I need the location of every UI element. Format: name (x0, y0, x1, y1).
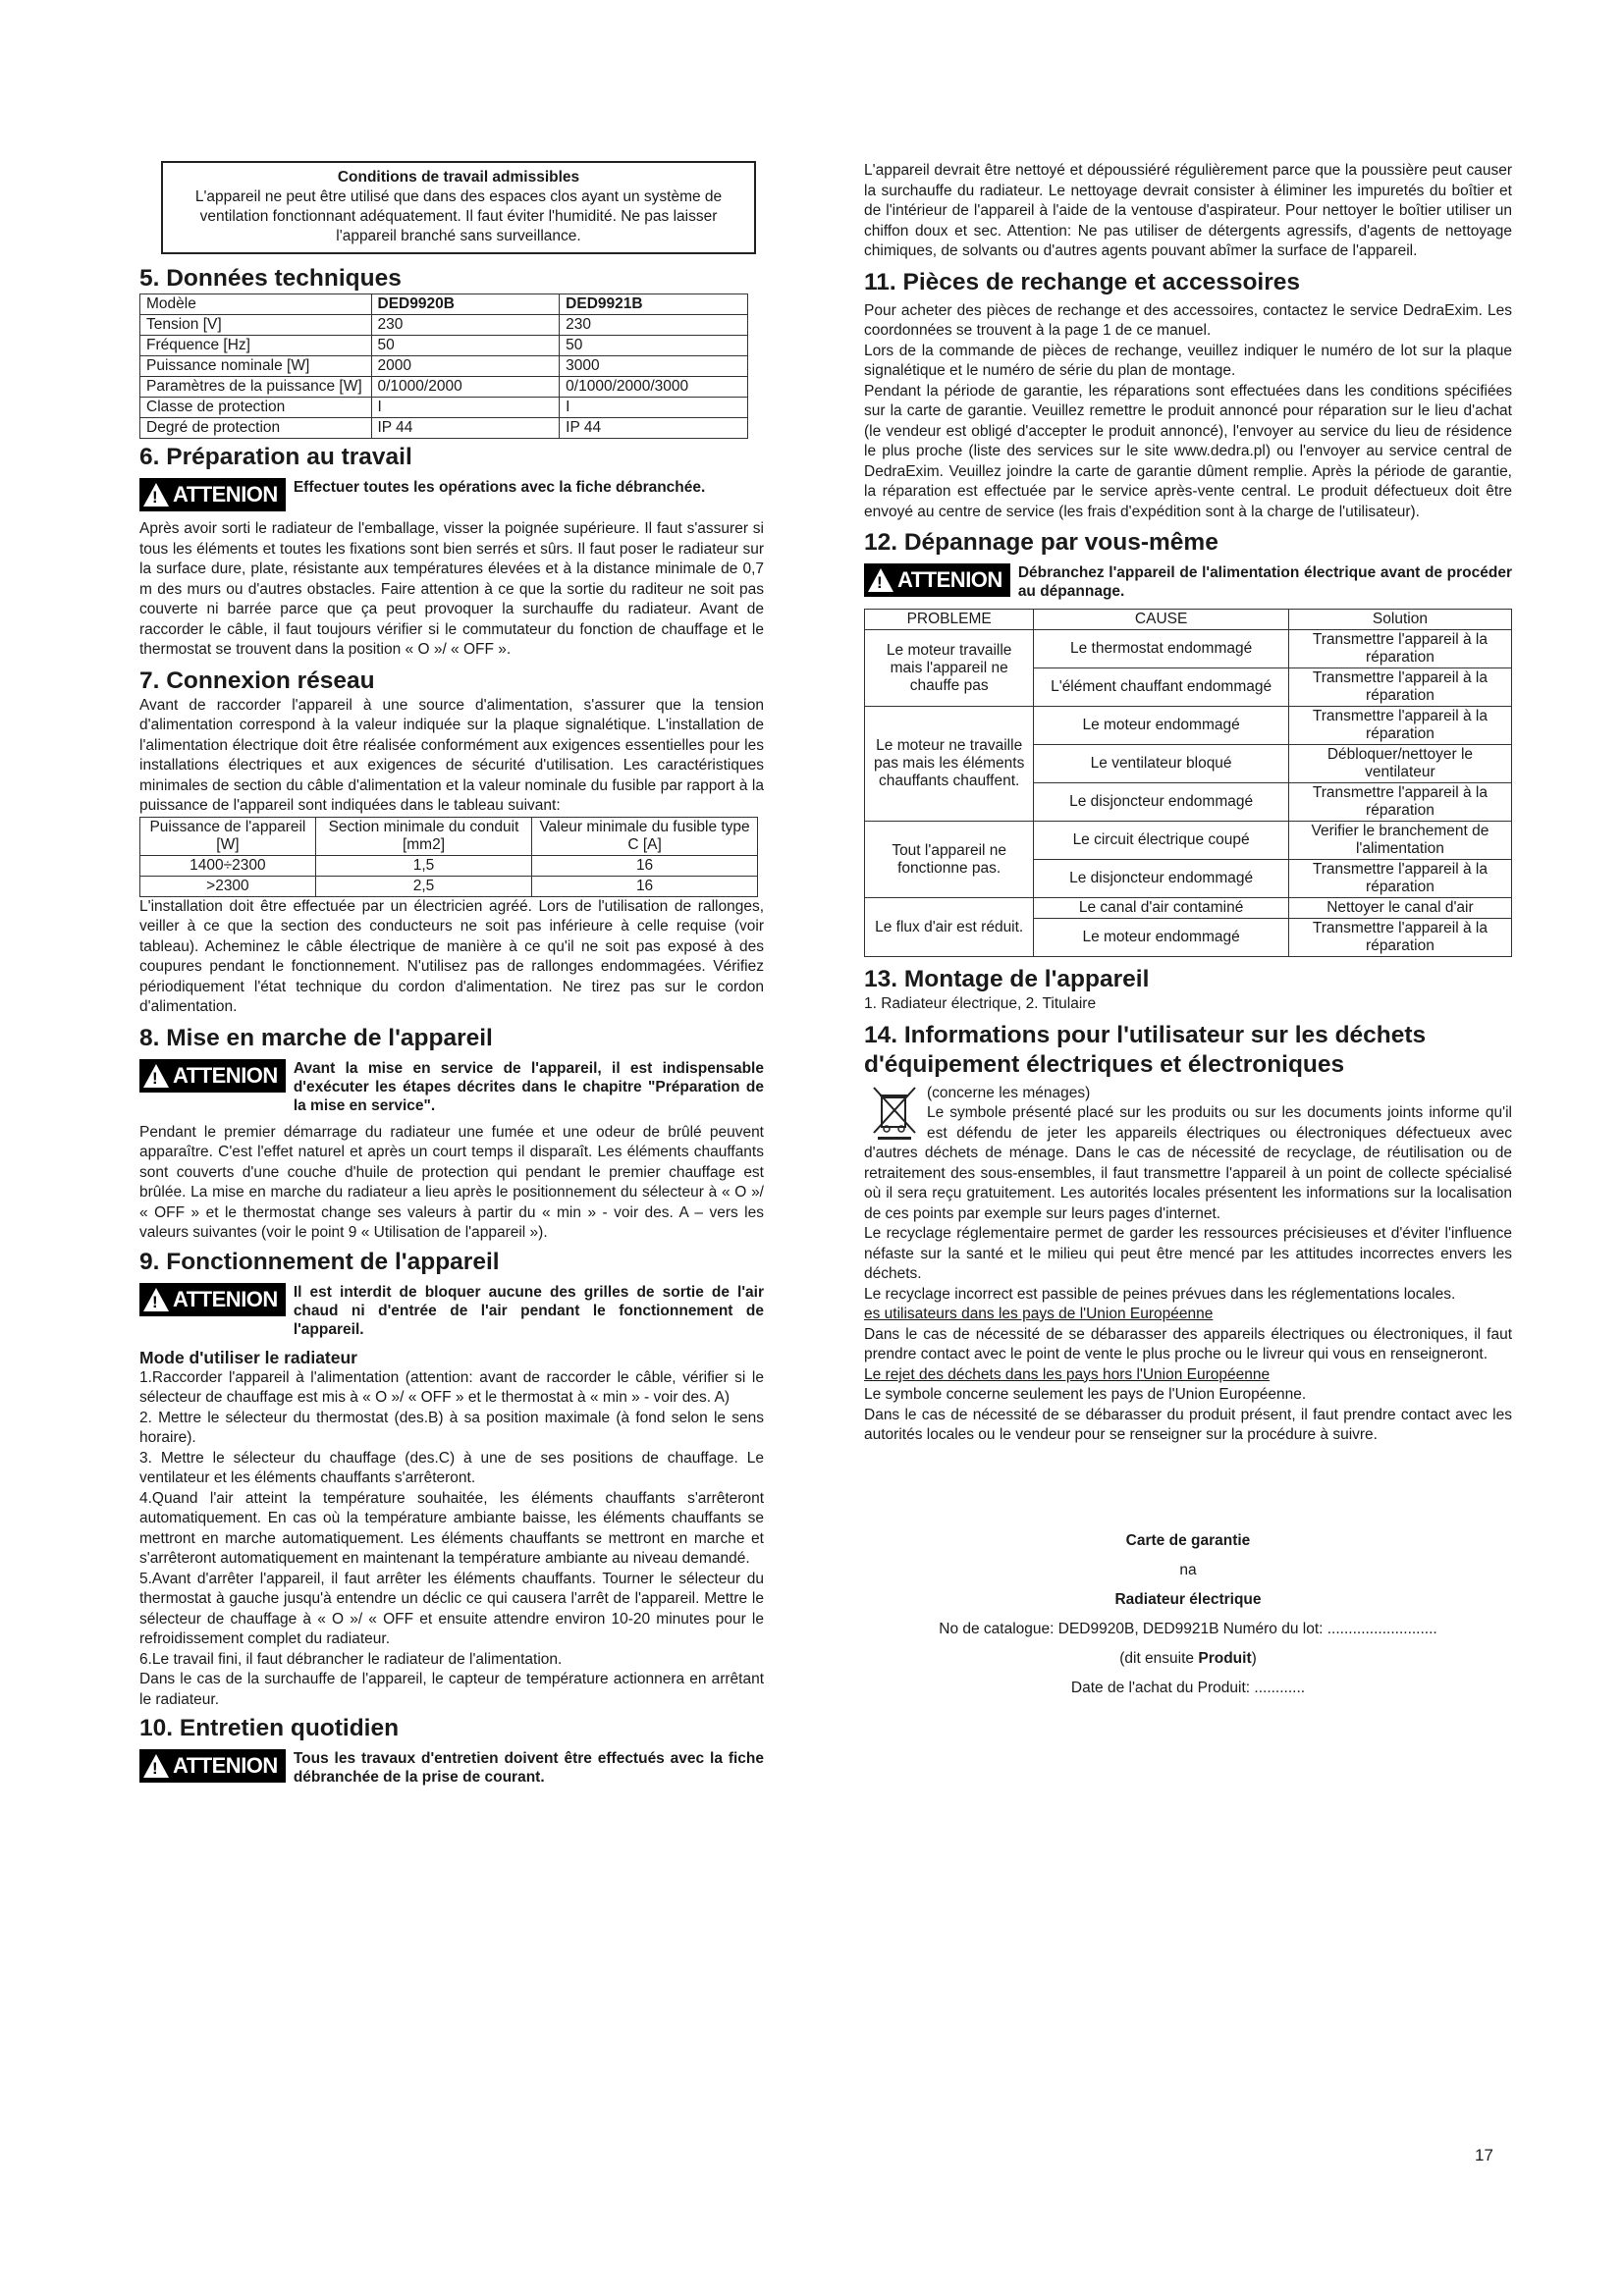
table-cell: Le moteur endommagé (1034, 919, 1289, 957)
weee-eu-heading: es utilisateurs dans les pays de l'Union Européenne (864, 1306, 1214, 1322)
attention-block-12 (864, 563, 1512, 601)
usage-step: 4.Quand l'air atteint la température souhaitée, les éléments chauffants s'arrêteront automatiquement. En cas où la température ambiante baisse, les éléments chauffants se mettront en marche automatiquement. Les éléments chauffants se mettront en marche et s'arrêteront automatiquement en maintenant la température ambiante au niveau demandé. (139, 1489, 764, 1567)
table-header-row (140, 817, 758, 855)
weee-p5: Dans le cas de nécessité de se débarasser des appareils électriques ou électroniques, il faut prendre contact avec le point de vente le plus proche ou le livreur qui vous en renseigneront. (864, 1325, 1512, 1362)
warranty-dit: (dit ensuite Produit) (1119, 1649, 1257, 1667)
table-cell: Degré de protection (140, 418, 372, 439)
warranty-card (864, 1526, 1512, 1703)
table-cell: Transmettre l'appareil à la réparation (1288, 919, 1511, 957)
problem-cell: Le moteur ne travaille pas mais les éléments chauffants chauffent. (865, 707, 1034, 822)
table-cell: Modèle (140, 294, 372, 315)
warning-icon: ! (143, 1754, 169, 1778)
attention-block-6 (139, 478, 764, 511)
weee-p7: Dans le cas de nécessité de se débarasser du produit présent, il faut prendre contact avec les autorités locales ou le vendeur pour se renseigner sur la procédure à suivre. (864, 1406, 1512, 1443)
page-number: 17 (1475, 2146, 1493, 2164)
table-cell: Tension [V] (140, 315, 372, 336)
table-row (865, 707, 1512, 745)
attention-badge: ! ATTENION (139, 1059, 286, 1093)
section-14-title: 14. Informations pour l'utilisateur sur les déchets d'équipement électriques et électroniques (864, 1021, 1427, 1078)
weee-p4: Le recyclage incorrect est passible de peines prévues dans les réglementations locales. (864, 1285, 1456, 1303)
table-cell: Classe de protection (140, 398, 372, 418)
table-cell: DED9921B (560, 294, 748, 315)
table-row (140, 356, 748, 377)
attention-text-10: Tous les travaux d'entretien doivent être effectués avec la fiche débranchée de la prise de courant. (293, 1750, 764, 1786)
table-cell: IP 44 (560, 418, 748, 439)
table-cell: >2300 (140, 876, 316, 896)
section-9-subtitle: Mode d'utiliser le radiateur (139, 1347, 357, 1367)
table-row (140, 336, 748, 356)
technical-data-table (139, 294, 748, 439)
table-header-row (865, 610, 1512, 630)
usage-step: Dans le cas de la surchauffe de l'appareil, le capteur de température actionnera en arrêtant le radiateur. (139, 1671, 764, 1708)
table-cell: Verifier le branchement de l'alimentation (1288, 822, 1511, 860)
table-cell: 16 (532, 876, 758, 896)
section-11-body2: Lors de la commande de pièces de rechange, veuillez indiquer le numéro de lot sur la plaque signalétique et le numéro de série du plan de montage. (864, 342, 1512, 379)
attention-text-9: Il est interdit de bloquer aucune des grilles de sortie de l'air chaud ni d'entrée de l'air pendant le fonctionnement de l'appareil. (293, 1283, 764, 1338)
table-cell: L'élément chauffant endommagé (1034, 668, 1289, 707)
warranty-date: Date de l'achat du Produit: ............ (1070, 1679, 1306, 1696)
section-10-title: 10. Entretien quotidien (139, 1715, 400, 1741)
table-row (865, 822, 1512, 860)
table-cell: 50 (560, 336, 748, 356)
table-cell: Transmettre l'appareil à la réparation (1288, 707, 1511, 745)
usage-step: 3. Mettre le sélecteur du chauffage (des.C) à une de ses positions de chauffage. Le ventilateur et les éléments chauffants s'arrêteront. (139, 1449, 764, 1486)
section-7-body1: Avant de raccorder l'appareil à une source d'alimentation, s'assurer que la tension d'alimentation correspond à la valeur indiquée sur la plaque signalétique. L'installation de l'alimentation électrique doit être réalisée conformément aux exigences essentielles pour les installations électriques et aux exigences de sécurité d'utilisation. Les caractéristiques minimales de section du câble d'alimentation et la valeur nominale du fusible par rapport à la puissance de l'appareil sont indiquées dans le tableau suivant: (139, 696, 764, 814)
crossed-bin-icon (872, 1086, 917, 1141)
weee-p6: Le symbole concerne seulement les pays de l'Union Européenne. (864, 1386, 1307, 1403)
attention-badge: ! ATTENION (139, 1283, 286, 1316)
warranty-product: Radiateur électrique (1114, 1590, 1262, 1608)
table-cell: Le canal d'air contaminé (1034, 898, 1289, 919)
weee-p1: (concerne les ménages) (927, 1084, 1091, 1101)
table-cell: I (560, 398, 748, 418)
section-8-title: 8. Mise en marche de l'appareil (139, 1024, 493, 1051)
table-cell: 2,5 (315, 876, 531, 896)
table-cell: Transmettre l'appareil à la réparation (1288, 668, 1511, 707)
weee-p2: Le symbole présenté placé sur les produits ou sur les documents joints informe qu'il est défendu de jeter les appareils électriques ou électroniques défectueux avec d'autres déchets de ménage. Dans le cas de nécessité de recyclage, de réutilisation ou de retraitement des sous-ensembles, il faut transmettre l'appareil à un point de collecte spécialisé où il sera reçu gratuitement. Les autorités locales présentent les informations sur la localisation de ces points par exemple sur leurs pages d'internet. (864, 1104, 1512, 1222)
table-row (140, 377, 748, 398)
table-cell: Le disjoncteur endommagé (1034, 860, 1289, 898)
table-header-cell: Valeur minimale du fusible type C [A] (532, 817, 758, 855)
section-13-title: 13. Montage de l'appareil (864, 966, 1150, 992)
attention-block-8 (139, 1059, 764, 1115)
weee-block (864, 1084, 1512, 1225)
troubleshooting-table (864, 609, 1512, 957)
section-13-body: 1. Radiateur électrique, 2. Titulaire (864, 995, 1097, 1012)
table-cell: 50 (371, 336, 560, 356)
table-row (140, 418, 748, 439)
left-column (139, 161, 764, 1794)
conditions-title: Conditions de travail admissibles (337, 169, 580, 186)
weee-p3: Le recyclage réglementaire permet de garder les ressources précisieuses et d'éviter l'influence néfaste sur la santé et le milieu qui peut être mencé par les attitudes incorrectes envers les déchets. (864, 1225, 1512, 1282)
table-cell: Débloquer/nettoyer le ventilateur (1288, 745, 1511, 783)
warranty-na: na (1179, 1561, 1197, 1578)
table-cell: 1,5 (315, 855, 531, 876)
table-row (865, 630, 1512, 668)
attention-text-8: Avant la mise en service de l'appareil, il est indispensable d'exécuter les étapes décrites dans le chapitre "Préparation de la mise en service". (293, 1059, 764, 1114)
table-cell: Fréquence [Hz] (140, 336, 372, 356)
warning-icon: ! (143, 1288, 169, 1311)
table-row (140, 855, 758, 876)
table-header-cell: Solution (1288, 610, 1511, 630)
section-8-body: Pendant le premier démarrage du radiateur une fumée et une odeur de brûlé peuvent apparaître. C'est l'effet naturel et après un court temps il disparaît. Les éléments chauffants sont couverts d'une couche d'huile de protection qui pendant le premier chauffage est brûlée. La mise en marche du radiateur a lieu après le positionnement du sélecteur à « O »/ « OFF » et le thermostat change ses valeurs à partir du « min » - voir des. A – vers les valeurs suivantes (voir le point 9 « Utilisation de l'appareil »). (139, 1123, 764, 1241)
warning-icon: ! (868, 568, 893, 592)
section-6-title: 6. Préparation au travail (139, 444, 412, 470)
warning-icon: ! (143, 1064, 169, 1088)
attention-text-6: Effectuer toutes les opérations avec la fiche débranchée. (293, 479, 706, 496)
table-row (140, 315, 748, 336)
warning-icon: ! (143, 483, 169, 507)
table-cell: Puissance nominale [W] (140, 356, 372, 377)
section-12-title: 12. Dépannage par vous-même (864, 529, 1218, 556)
table-cell: Paramètres de la puissance [W] (140, 377, 372, 398)
section-5-title: 5. Données techniques (139, 265, 402, 292)
table-cell: I (371, 398, 560, 418)
usage-step: 1.Raccorder l'appareil à l'alimentation (attention: avant de raccorder le câble, vérifier si le sélecteur de chauffage est mis à « O »/ « OFF » et le thermostat à « min » - voir des. A) (139, 1368, 764, 1406)
section-7-title: 7. Connexion réseau (139, 667, 375, 694)
table-cell: Transmettre l'appareil à la réparation (1288, 860, 1511, 898)
attention-badge: ! ATTENION (139, 1749, 286, 1783)
fuse-table (139, 817, 758, 897)
table-cell: Le moteur endommagé (1034, 707, 1289, 745)
conditions-body: L'appareil ne peut être utilisé que dans des espaces clos ayant un système de ventilation fonctionnant adéquatement. Il faut éviter l'humidité. Ne pas laisser l'appareil branché sans surveillance. (194, 188, 723, 244)
right-column (864, 161, 1512, 1703)
table-cell: Transmettre l'appareil à la réparation (1288, 783, 1511, 822)
section-10-body: L'appareil devrait être nettoyé et dépoussiéré régulièrement parce que la poussière peut causer la surchauffe du radiateur. Le nettoyage devrait consister à éliminer les impuretés du boîtier et de l'intérieur de l'appareil à l'aide de la ventouse d'aspirateur. Pour nettoyer le boîtier utiliser un chiffon doux et sec. Attention: Ne pas utiliser de détergents agressifs, d'agents de nettoyage chimiques, de solvants ou d'autres agents pouvant abîmer la surface de l'appareil. (864, 162, 1512, 259)
attention-block-9 (139, 1283, 764, 1339)
usage-step: 5.Avant d'arrêter l'appareil, il faut arrêter les éléments chauffants. Tourner le sélecteur du thermostat à gauche jusqu'à entendre un déclic ce qui causera l'arrêt de l'appareil. Mettre le sélecteur de chauffage à « O »/ « OFF et ensuite attendre environ 10-20 minutes pour le refroidissement complet du radiateur. (139, 1570, 764, 1647)
attention-text-12: Débranchez l'appareil de l'alimentation électrique avant de procéder au dépannage. (1017, 564, 1512, 600)
table-cell: 3000 (560, 356, 748, 377)
problem-cell: Le moteur travaille mais l'appareil ne chauffe pas (865, 630, 1034, 707)
usage-step: 2. Mettre le sélecteur du thermostat (des.B) à sa position maximale (à fond selon le sens horaire). (139, 1409, 764, 1446)
attention-badge: ! ATTENION (864, 563, 1010, 597)
table-cell: Le disjoncteur endommagé (1034, 783, 1289, 822)
table-cell: Le thermostat endommagé (1034, 630, 1289, 668)
table-row (865, 898, 1512, 919)
table-header-cell: Section minimale du conduit [mm2] (315, 817, 531, 855)
section-11-title: 11. Pièces de rechange et accessoires (864, 268, 1301, 295)
table-cell: 230 (560, 315, 748, 336)
weee-non-eu-heading: Le rejet des déchets dans les pays hors l'Union Européenne (864, 1365, 1271, 1383)
section-11-body3: Pendant la période de garantie, les réparations sont effectuées dans les conditions spécifiées sur la carte de garantie. Veuillez remettre le produit annoncé pour réparation sur le lieu d'achat (le vendeur est obligé d'accepter le produit annoncé), l'envoyer au service du lieu de résidence le plus proche (liste des services sur le site www.dedra.pl) ou l'envoyer au service central de DedraExim. Veuillez joindre la carte de garantie dûment remplie. Après la période de garantie, la réparation est effectuée par le service après-vente central. Le produit défectueux doit être envoyé au centre de service (les frais d'expédition sont à la charge de l'utilisateur). (864, 382, 1512, 520)
table-cell: 0/1000/2000 (371, 377, 560, 398)
section-9-title: 9. Fonctionnement de l'appareil (139, 1248, 500, 1275)
table-cell: 16 (532, 855, 758, 876)
table-cell: DED9920B (371, 294, 560, 315)
table-header-cell: CAUSE (1034, 610, 1289, 630)
section-6-body: Après avoir sorti le radiateur de l'emballage, visser la poignée supérieure. Il faut s'assurer si tous les éléments et toutes les fixations sont bien serrés et sûrs. Il faut poser le radiateur sur la surface dure, plate, résistante aux températures élevées et à la distance minimale de 0,7 m des murs ou d'autres obstacles. Faire attention à ce que la sortie du raditeur ne soit pas couverte ni barrée parce que ça peut provoquer la surchauffe du radiateur. Avant de raccorder le câble, il faut toujours vérifier si le commutateur du fonction de chauffage et le thermostat se trouvent dans la position « O »/ « OFF ». (139, 520, 764, 658)
table-cell: 1400÷2300 (140, 855, 316, 876)
problem-cell: Tout l'appareil ne fonctionne pas. (865, 822, 1034, 898)
problem-cell: Le flux d'air est réduit. (865, 898, 1034, 957)
table-row (140, 398, 748, 418)
warranty-title: Carte de garantie (1125, 1531, 1251, 1549)
conditions-box (161, 161, 756, 254)
table-cell: 2000 (371, 356, 560, 377)
table-cell: Le circuit électrique coupé (1034, 822, 1289, 860)
attention-block-10 (139, 1749, 764, 1787)
table-row (140, 294, 748, 315)
table-cell: IP 44 (371, 418, 560, 439)
table-cell: 230 (371, 315, 560, 336)
warranty-catalogue: No de catalogue: DED9920B, DED9921B Numéro du lot: .......................... (939, 1620, 1437, 1637)
section-11-body1: Pour acheter des pièces de rechange et des accessoires, contactez le service DedraExim. Les coordonnées se trouvent à la page 1 de ce manuel. (864, 301, 1512, 339)
table-cell: 0/1000/2000/3000 (560, 377, 748, 398)
usage-steps (139, 1368, 764, 1711)
table-header-cell: Puissance de l'appareil [W] (140, 817, 316, 855)
attention-badge: ! ATTENION (139, 478, 286, 511)
table-cell: Transmettre l'appareil à la réparation (1288, 630, 1511, 668)
table-header-cell: PROBLEME (865, 610, 1034, 630)
table-cell: Le ventilateur bloqué (1034, 745, 1289, 783)
table-cell: Nettoyer le canal d'air (1288, 898, 1511, 919)
table-row (140, 876, 758, 896)
usage-step: 6.Le travail fini, il faut débrancher le radiateur de l'alimentation. (139, 1650, 563, 1668)
section-7-body2: L'installation doit être effectuée par un électricien agréé. Lors de l'utilisation de rallonges, veiller à ce que la section des conducteurs ne soit pas inférieure à celle requise (voir tableau). Acheminez le câble électrique de manière à ce qu'il ne soit pas exposé à des coupures pendant le fonctionnement. N'utilisez pas de rallonges endommagées. Vérifiez périodiquement l'état technique du cordon d'alimentation. Ne tirez pas sur le cordon d'alimentation. (139, 897, 764, 1015)
